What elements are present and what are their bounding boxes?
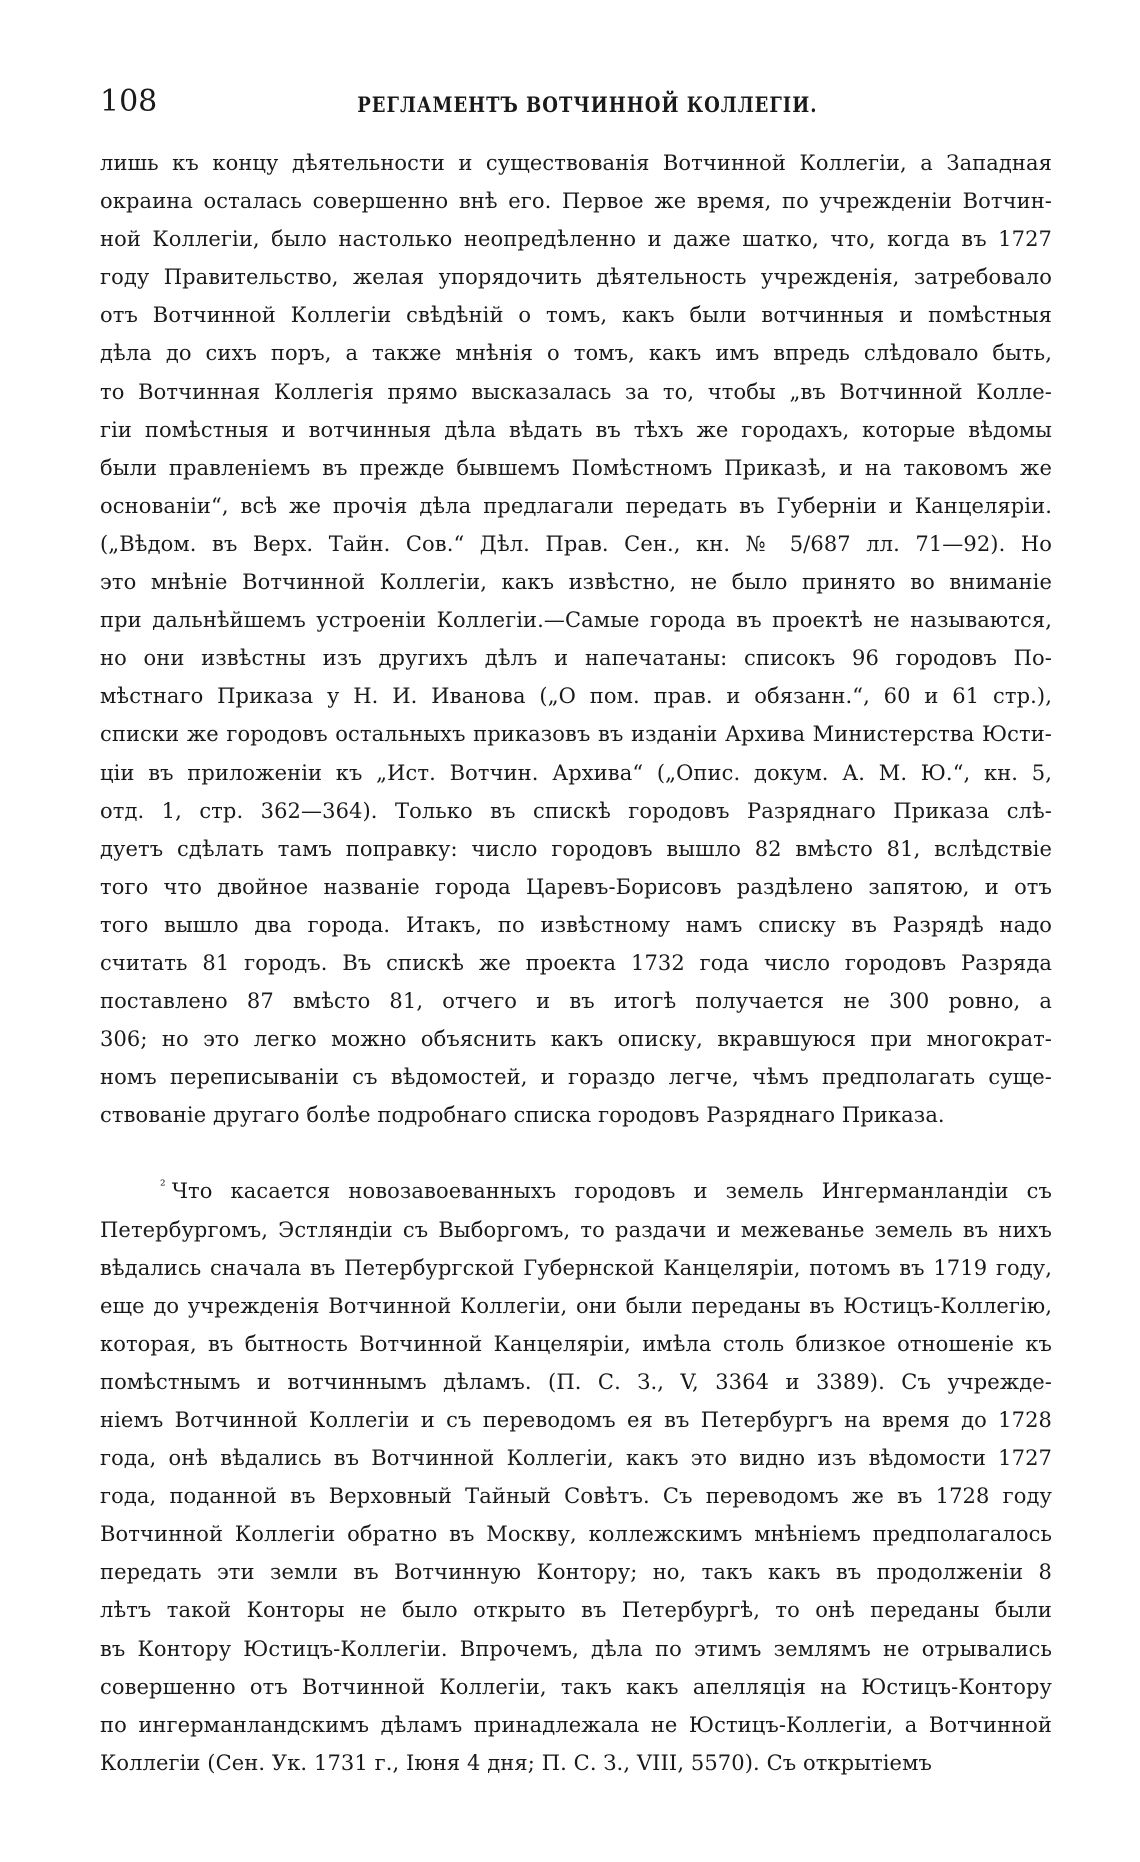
text-line: поставлено 87 вмѣсто 81, отчего и въ итогѣ получается не 300 ровно, а bbox=[100, 989, 1052, 1014]
text-line: которая, въ бытность Вотчинной Канцеляріи, имѣла столь близкое отношеніе къ bbox=[100, 1331, 1052, 1356]
text-line: вѣдались сначала въ Петербургской Губернской Канцеляріи, потомъ въ 1719 году, bbox=[100, 1255, 1052, 1280]
text-line: того что двойное названіе города Царевъ-Борисовъ раздѣлено запятою, и отъ bbox=[100, 874, 1052, 899]
text-line: отъ Вотчинной Коллегіи свѣдѣній о томъ, какъ были вотчинныя и помѣстныя bbox=[100, 303, 1052, 328]
text-line: года, поданной въ Верховный Тайный Совѣтъ. Съ переводомъ же въ 1728 году bbox=[100, 1484, 1052, 1509]
text-line: гіи помѣстныя и вотчинныя дѣла вѣдать въ тѣхъ же городахъ, которые вѣдомы bbox=[100, 417, 1052, 442]
running-title: РЕГЛАМЕНТЪ ВОТЧИННОЙ КОЛЛЕГІИ. bbox=[357, 92, 818, 119]
page bbox=[100, 84, 1052, 1782]
text-line: еще до учрежденія Вотчинной Коллегіи, они были переданы въ Юстицъ-Коллегію, bbox=[100, 1293, 1052, 1318]
text-line: списки же городовъ остальныхъ приказовъ въ изданіи Архива Министерства Юсти- bbox=[100, 722, 1052, 747]
text-line: при дальнѣйшемъ устроеніи Коллегіи.—Самые города въ проектѣ не называются, bbox=[100, 608, 1052, 633]
page-header bbox=[100, 84, 1052, 144]
text-line: номъ переписываніи съ вѣдомостей, и гораздо легче, чѣмъ предполагать суще- bbox=[100, 1065, 1052, 1090]
footnote-2 bbox=[100, 1172, 1052, 1782]
text-line: ніемъ Вотчинной Коллегіи и съ переводомъ ея въ Петербургъ на время до 1728 bbox=[100, 1408, 1052, 1432]
text-line: отд. 1, стр. 362—364). Только въ спискѣ городовъ Разряднаго Приказа слѣ- bbox=[100, 798, 1052, 823]
text-line: были правленіемъ въ прежде бывшемъ Помѣстномъ Приказѣ, и на таковомъ же bbox=[100, 455, 1052, 480]
text-line: Петербургомъ, Эстляндіи съ Выборгомъ, то раздачи и межеванье земель въ нихъ bbox=[100, 1217, 1052, 1242]
text-line: 306; но это легко можно объяснить какъ описку, вкравшуюся при многократ- bbox=[100, 1027, 1052, 1052]
text-line: ной Коллегіи, было настолько неопредѣленно и даже шатко, что, когда въ 1727 bbox=[100, 227, 1052, 252]
text-line: передать эти земли въ Вотчинную Контору; но, такъ какъ въ продолженіи 8 bbox=[100, 1560, 1052, 1585]
text-line: году Правительство, желая упорядочить дѣятельность учрежденія, затребовало bbox=[100, 265, 1052, 290]
text-line: дуетъ сдѣлать тамъ поправку: число городовъ вышло 82 вмѣсто 81, вслѣдствіе bbox=[100, 836, 1052, 861]
text-line: ціи въ приложеніи къ „Ист. Вотчин. Архива“ („Опис. докум. А. М. Ю.“, кн. 5, bbox=[100, 760, 1052, 785]
text-line: совершенно отъ Вотчинной Коллегіи, такъ какъ апелляція на Юстицъ-Контору bbox=[100, 1674, 1052, 1699]
text-line: въ Контору Юстицъ-Коллегіи. Впрочемъ, дѣла по этимъ землямъ не отрывались bbox=[100, 1636, 1052, 1661]
main-paragraph bbox=[100, 144, 1052, 1134]
footnote-marker: ² bbox=[160, 1178, 166, 1195]
text-line: лишь къ концу дѣятельности и существованія Вотчинной Коллегіи, а Западная bbox=[100, 151, 1052, 175]
text-line: считать 81 городъ. Въ спискѣ же проекта 1732 года число городовъ Разряда bbox=[100, 950, 1052, 975]
text-line: окраина осталась совершенно внѣ его. Первое же время, по учрежденіи Вотчин- bbox=[100, 189, 1052, 214]
text-line: помѣстнымъ и вотчиннымъ дѣламъ. (П. С. З., V, 3364 и 3389). Съ учрежде- bbox=[100, 1369, 1052, 1394]
text-line: года, онѣ вѣдались въ Вотчинной Коллегіи, какъ это видно изъ вѣдомости 1727 bbox=[100, 1446, 1052, 1471]
text-line: Коллегіи (Сен. Ук. 1731 г., Іюня 4 дня; П. С. З., VIII, 5570). Съ открытіемъ bbox=[100, 1750, 932, 1775]
text-line: основаніи“, всѣ же прочія дѣла предлагали передать въ Губерніи и Канцеляріи. bbox=[100, 493, 1052, 518]
text-line: („Вѣдом. въ Верх. Тайн. Сов.“ Дѣл. Прав. Сен., кн. № 5/687 лл. 71—92). Но bbox=[100, 531, 1052, 556]
text-line: $^{^2}$ Что касается новозавоеванныхъ городовъ и земель Ингерманландіи съ bbox=[160, 1178, 1052, 1204]
text-line: лѣтъ такой Конторы не было открыто въ Петербургѣ, то онѣ переданы были bbox=[100, 1598, 1052, 1623]
text-line: это мнѣніе Вотчинной Коллегіи, какъ извѣстно, не было принято во вниманіе bbox=[100, 570, 1052, 595]
text-line: ствованіе другаго болѣе подробнаго списка городовъ Разряднаго Приказа. bbox=[100, 1103, 945, 1128]
text-line: мѣстнаго Приказа у Н. И. Иванова („О пом. прав. и обязанн.“, 60 и 61 стр.), bbox=[100, 684, 1052, 709]
text-line: того вышло два города. Итакъ, по извѣстному намъ списку въ Разрядѣ надо bbox=[100, 912, 1052, 937]
text-line: по ингерманландскимъ дѣламъ принадлежала не Юстицъ-Коллегіи, а Вотчинной bbox=[100, 1712, 1052, 1737]
text-line: но они извѣстны изъ другихъ дѣлъ и напечатаны: списокъ 96 городовъ По- bbox=[100, 646, 1052, 671]
text-line: то Вотчинная Коллегія прямо высказалась за то, чтобы „въ Вотчинной Колле- bbox=[100, 379, 1052, 404]
text-line: дѣла до сихъ поръ, а также мнѣнія о томъ, какъ имъ впредь слѣдовало быть, bbox=[100, 341, 1052, 366]
text-line: Вотчинной Коллегіи обратно въ Москву, коллежскимъ мнѣніемъ предполагалось bbox=[100, 1522, 1052, 1547]
page-number: 108 bbox=[100, 84, 158, 119]
